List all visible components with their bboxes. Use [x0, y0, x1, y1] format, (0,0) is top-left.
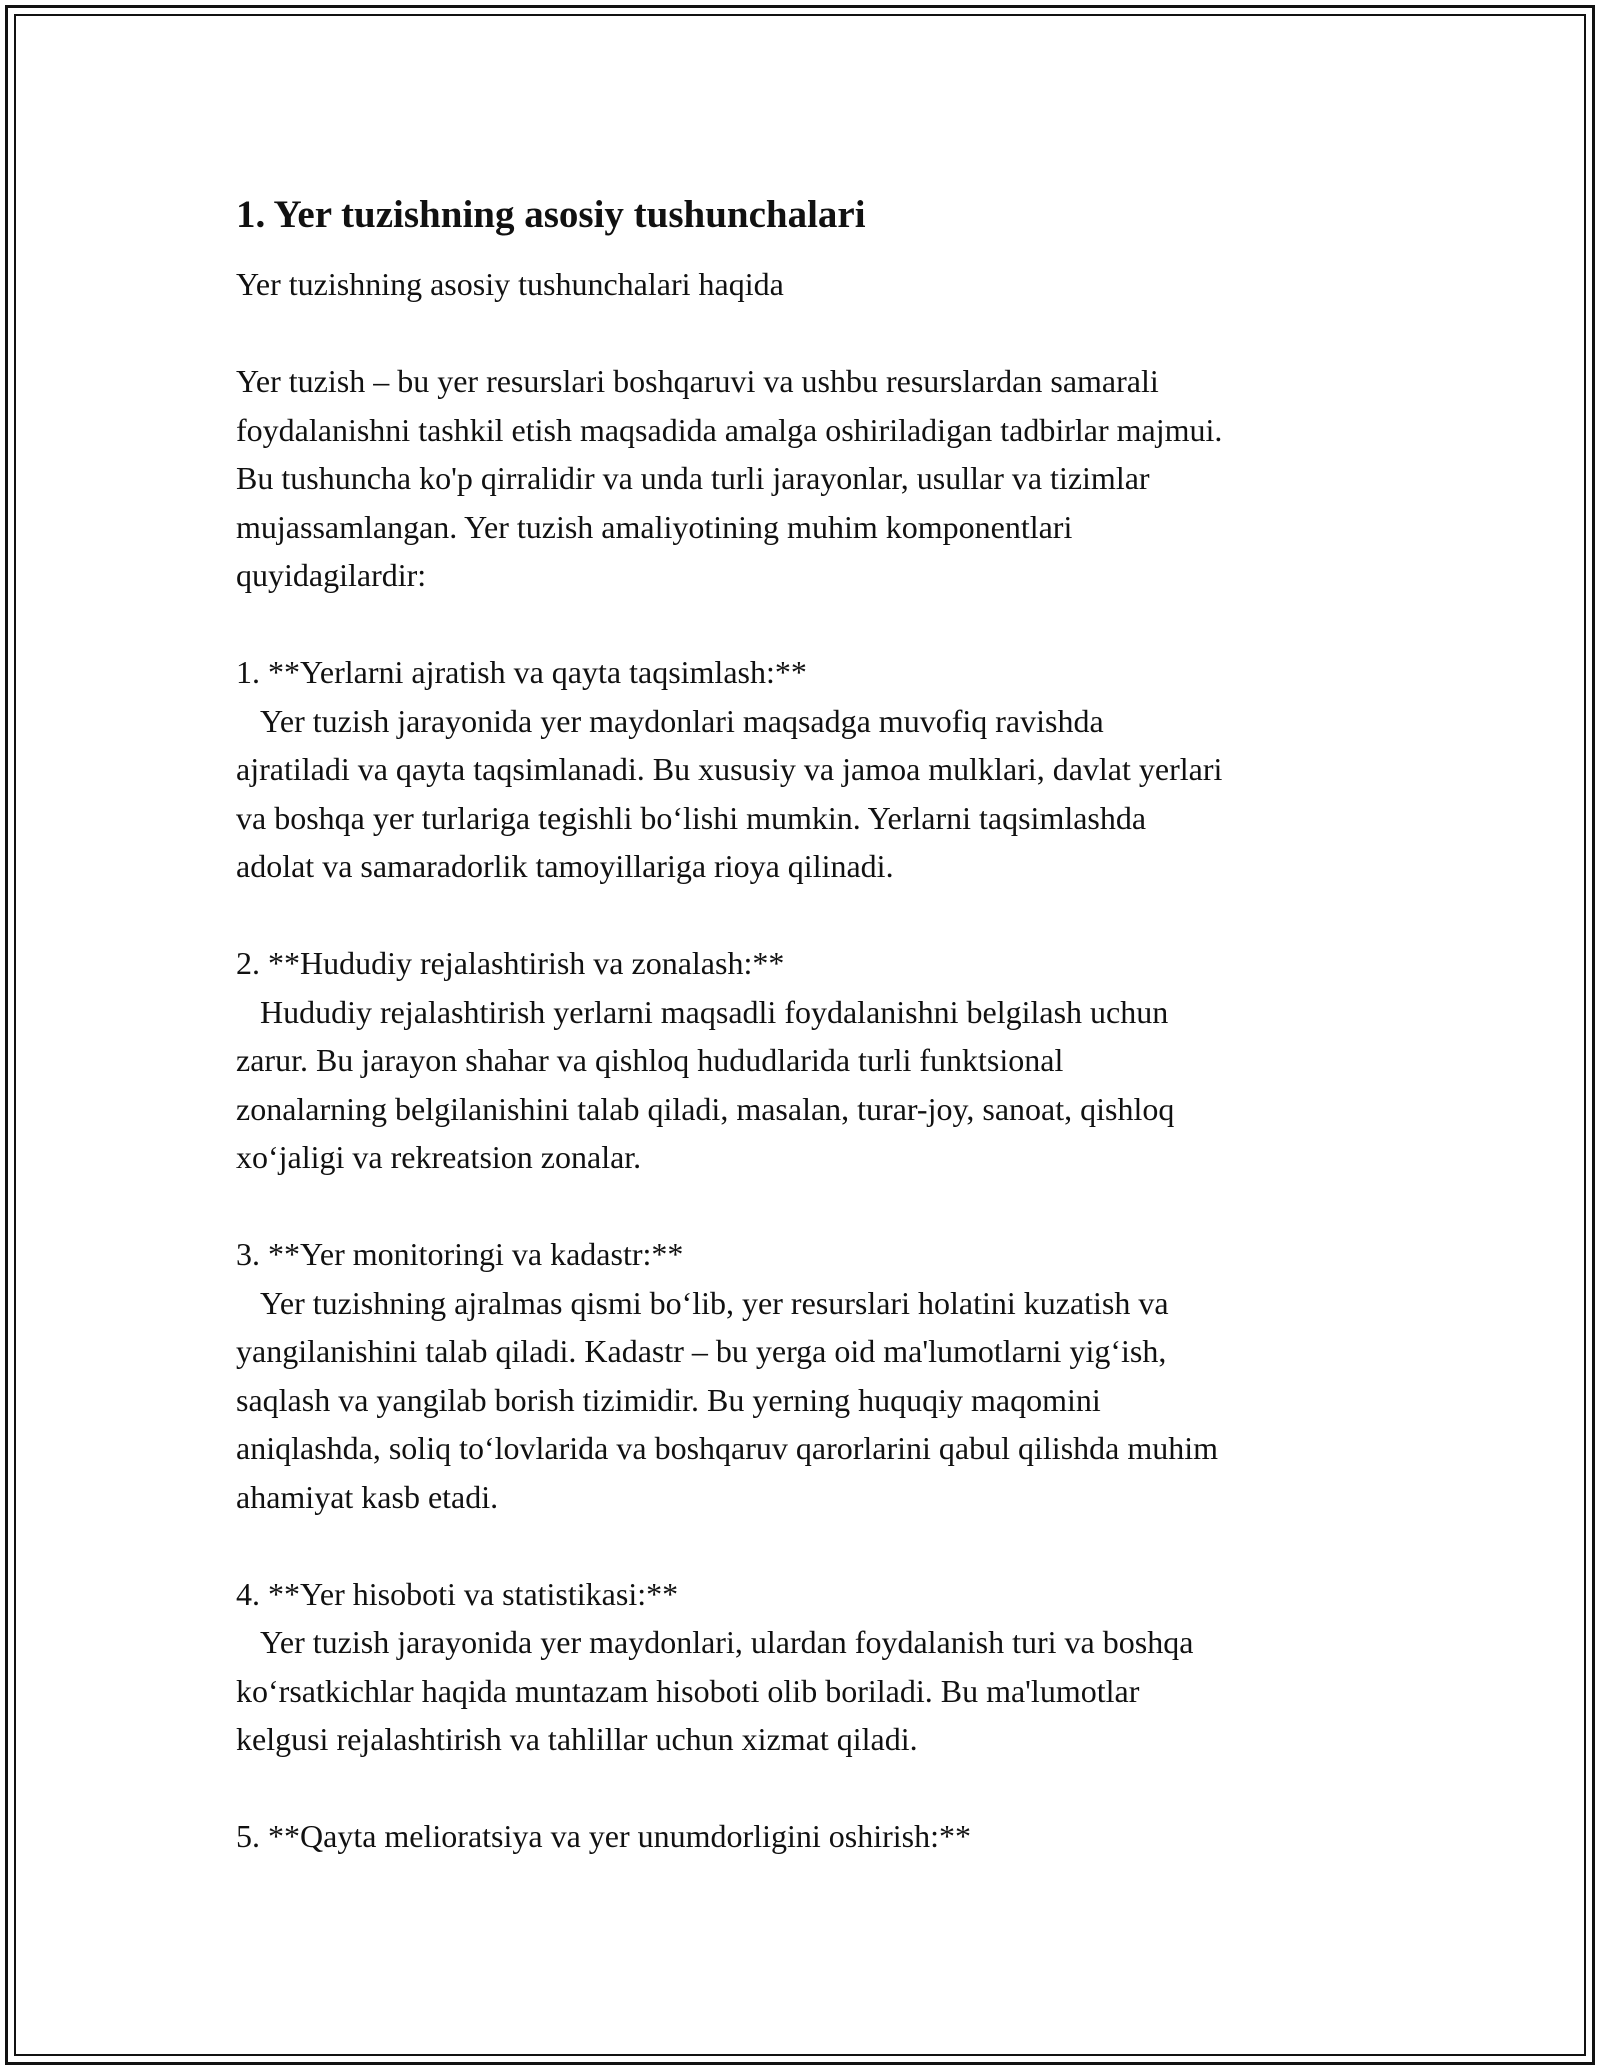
paragraph-gap: [236, 1521, 1376, 1570]
document-title: 1. Yer tuzishning asosiy tushunchalari: [236, 193, 866, 236]
section-4-heading: 4. **Yer hisoboti va statistikasi:**: [236, 1575, 679, 1612]
section-3-body: Yer tuzishning ajralmas qismi bo‘lib, yer resurslari holatini kuzatish va yangilanishini talab qiladi. Kadastr – bu yerga oid ma'lumotlarni yig‘ish, saqlash va yangilab borish tizimidir. Bu yerning huquqiy maqomini aniqlashda, soliq to‘lovlarida va boshqaruv qarorlarini qabul qilishda muhim ahamiyat kasb etadi.: [236, 1284, 1219, 1515]
paragraph-gap: [236, 600, 1376, 649]
section-1-heading: 1. **Yerlarni ajratish va qayta taqsimlash:**: [236, 654, 807, 690]
paragraph-gap: [236, 309, 1376, 358]
section-1-body: Yer tuzish jarayonida yer maydonlari maqsadga muvofiq ravishda ajratiladi va qayta taqsimlanadi. Bu xususiy va jamoa mulklari, davlat yerlari va boshqa yer turlariga tegishli bo‘lishi mumkin. Yerlarni taqsimlashda adolat va samaradorlik tamoyillariga rioya qilinadi.: [236, 702, 1223, 884]
section-3-heading: 3. **Yer monitoringi va kadastr:**: [236, 1236, 684, 1272]
section-5-heading: 5. **Qayta melioratsiya va yer unumdorligini oshirish:**: [236, 1818, 971, 1854]
paragraph-gap: [236, 1182, 1376, 1231]
section-2-body: Hududiy rejalashtirish yerlarni maqsadli foydalanishni belgilash uchun zarur. Bu jarayon shahar va qishloq hududlarida turli funktsional zonalarning belgilanishini talab qiladi, masalan, turar-joy, sanoat, qishloq xo‘jaligi va rekreatsion zonalar.: [236, 993, 1175, 1175]
paragraph-gap: [236, 891, 1376, 940]
document-subtitle: Yer tuzishning asosiy tushunchalari haqida: [236, 266, 784, 302]
document-body: [236, 188, 1376, 1861]
section-2-heading: 2. **Hududiy rejalashtirish va zonalash:**: [236, 945, 785, 981]
paragraph-gap: [236, 1764, 1376, 1813]
intro-paragraph: Yer tuzish – bu yer resurslari boshqaruvi va ushbu resurslardan samarali foydalanishni tashkil etish maqsadida amalga oshiriladigan tadbirlar majmui. Bu tushuncha ko'p qirralidir va unda turli jarayonlar, usullar va tizimlar mujassamlangan. Yer tuzish amaliyotining muhim komponentlari quyidagilardir:: [236, 363, 1223, 593]
section-4-body: Yer tuzish jarayonida yer maydonlari, ulardan foydalanish turi va boshqa ko‘rsatkichlar haqida muntazam hisoboti olib boriladi. Bu ma'lumotlar kelgusi rejalashtirish va tahlillar uchun xizmat qiladi.: [236, 1624, 1194, 1757]
